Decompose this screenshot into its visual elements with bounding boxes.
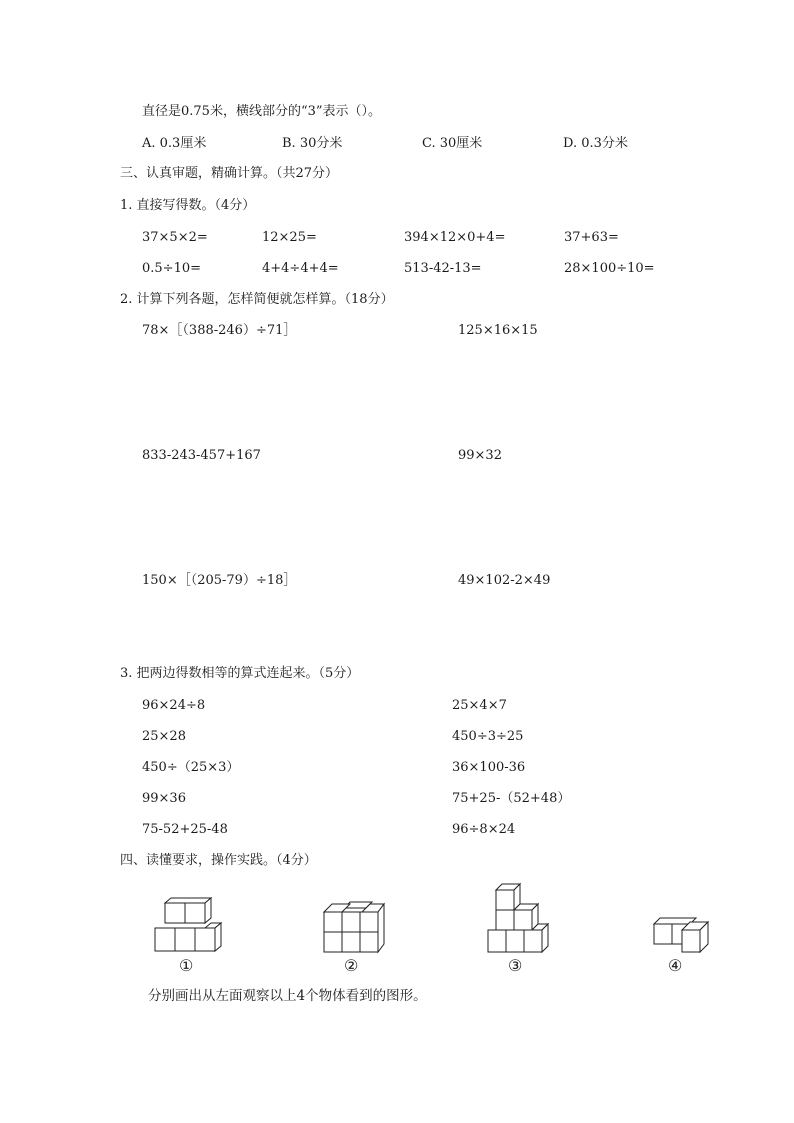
figure-label-4: ④ xyxy=(668,956,683,975)
q3-left-item[interactable]: 75-52+25-48 xyxy=(142,822,228,837)
section-4-instruction: 分别画出从左面观察以上4个物体看到的图形。 xyxy=(148,988,427,1004)
q3-right-item[interactable]: 36×100-36 xyxy=(452,760,526,775)
q2-item: 125×16×15 xyxy=(458,323,538,338)
section-3-title: 三、认真审题，精确计算。（共27分） xyxy=(120,166,339,181)
q2-item: 78×［（388-246）÷71］ xyxy=(142,323,297,338)
q3-left-item[interactable]: 99×36 xyxy=(142,791,186,806)
q3-right-item[interactable]: 75+25-（52+48） xyxy=(452,791,571,806)
q1-item: 394×12×0+4= xyxy=(404,230,506,245)
q1-item: 37×5×2= xyxy=(142,230,208,245)
q3-right-item[interactable]: 450÷3÷25 xyxy=(452,729,524,744)
cube-figure-1 xyxy=(155,898,225,954)
intro-line: 直径是0.75米，横线部分的“3”表示（）。 xyxy=(142,104,382,119)
cube-figure-2 xyxy=(320,898,390,954)
option-c[interactable]: C. 30厘米 xyxy=(422,136,483,151)
q3-title: 3. 把两边得数相等的算式连起来。（5分） xyxy=(120,666,360,681)
option-d[interactable]: D. 0.3分米 xyxy=(563,136,628,151)
q3-right-item[interactable]: 25×4×7 xyxy=(452,698,507,713)
q3-right-item[interactable]: 96÷8×24 xyxy=(452,822,516,837)
q1-item: 513-42-13= xyxy=(404,261,482,276)
q2-item: 150×［（205-79）÷18］ xyxy=(142,573,297,588)
q1-item: 28×100÷10= xyxy=(564,261,655,276)
q3-left-item[interactable]: 96×24÷8 xyxy=(142,698,206,713)
q1-item: 0.5÷10= xyxy=(142,261,202,276)
section-4-title: 四、读懂要求，操作实践。（4分） xyxy=(120,853,317,868)
q2-title: 2. 计算下列各题，怎样简便就怎样算。（18分） xyxy=(120,292,394,307)
q1-title: 1. 直接写得数。（4分） xyxy=(120,198,256,213)
cube-figure-3 xyxy=(486,882,556,954)
q2-item: 833-243-457+167 xyxy=(142,448,261,463)
option-a[interactable]: A. 0.3厘米 xyxy=(142,136,207,151)
cube-figure-4 xyxy=(650,918,714,954)
figure-label-1: ① xyxy=(179,956,194,975)
q3-left-item[interactable]: 25×28 xyxy=(142,729,186,744)
figure-label-2: ② xyxy=(344,956,359,975)
q3-left-item[interactable]: 450÷（25×3） xyxy=(142,760,240,775)
figure-label-3: ③ xyxy=(508,956,523,975)
q1-item: 37+63= xyxy=(564,230,619,245)
q2-item: 49×102-2×49 xyxy=(458,573,551,588)
q2-item: 99×32 xyxy=(458,448,502,463)
q1-item: 12×25= xyxy=(262,230,317,245)
q1-item: 4+4÷4+4= xyxy=(262,261,339,276)
option-b[interactable]: B. 30分米 xyxy=(282,136,343,151)
